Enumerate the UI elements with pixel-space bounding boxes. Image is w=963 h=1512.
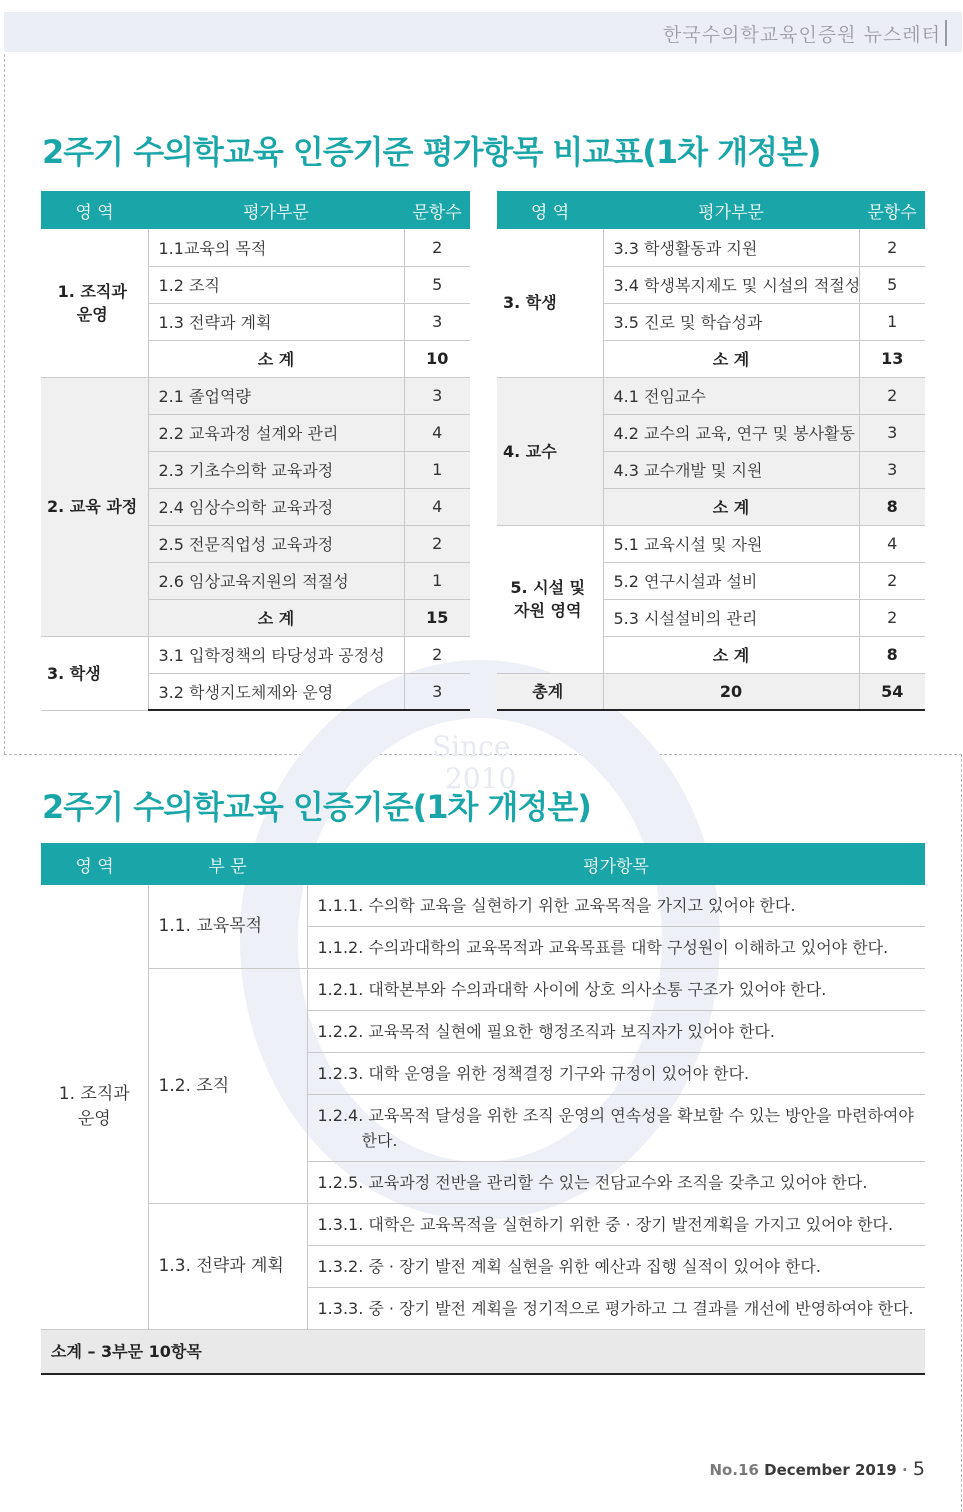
count-cell: 2 <box>404 636 470 673</box>
watermark-since: Since <box>432 730 511 763</box>
count-cell: 2 <box>859 599 925 636</box>
item-cell: 5.3 시설설비의 관리 <box>603 599 859 636</box>
item-text: 수의과대학의 교육목적과 교육목표를 대학 구성원이 이해하고 있어야 한다. <box>368 938 889 957</box>
item-cell: 2.2 교육과정 설계와 관리 <box>148 414 404 451</box>
item-cell: 3.3 학생활동과 지원 <box>603 229 859 266</box>
item-cell <box>307 1011 925 1053</box>
count-cell: 3 <box>404 673 470 710</box>
item-cell: 2.6 임상교육지원의 적절성 <box>148 562 404 599</box>
item-cell: 2.5 전문직업성 교육과정 <box>148 525 404 562</box>
item-cell: 3.4 학생복지제도 및 시설의 적절성 <box>603 266 859 303</box>
table-row <box>41 377 470 414</box>
item-text: 교육과정 전반을 관리할 수 있는 전담교수와 조직을 갖추고 있어야 한다. <box>368 1173 868 1192</box>
count-cell: 2 <box>859 229 925 266</box>
count-cell: 4 <box>404 414 470 451</box>
item-text: 교육목적 달성을 위한 조직 운영의 연속성을 확보할 수 있는 방안을 마련하여야 한다. <box>361 1106 914 1150</box>
issue-number: No.16 <box>709 1461 759 1479</box>
col-header-count: 문항수 <box>859 191 925 229</box>
total-label: 총계 <box>497 673 603 710</box>
col-header-part: 평가부문 <box>148 191 404 229</box>
subtotal-label: 소 계 <box>148 340 404 377</box>
item-cell: 4.2 교수의 교육, 연구 및 봉사활동 <box>603 414 859 451</box>
item-text: 중 · 장기 발전 계획 실현을 위한 예산과 집행 실적이 있어야 한다. <box>368 1257 821 1276</box>
table-header-row <box>41 191 470 229</box>
summary-row <box>41 1330 925 1374</box>
watermark-year: 2010 <box>445 762 517 795</box>
item-cell <box>307 1053 925 1095</box>
subtotal-value: 8 <box>859 488 925 525</box>
table-row <box>41 636 470 673</box>
area-cell: 4. 교수 <box>497 377 603 525</box>
subtotal-label: 소 계 <box>603 488 859 525</box>
item-code: 1.2.2. <box>317 1022 364 1041</box>
section1-title: 2주기 수의학교육 인증기준 평가항목 비교표(1차 개정본) <box>42 133 821 171</box>
item-code: 1.1.1. <box>317 896 364 915</box>
table-row <box>41 1204 925 1246</box>
table-row <box>41 969 925 1011</box>
header-divider <box>945 20 947 46</box>
count-cell: 1 <box>859 303 925 340</box>
subtotal-label: 소 계 <box>148 599 404 636</box>
area-cell: 3. 학생 <box>41 636 148 710</box>
item-code: 1.3.1. <box>317 1215 364 1234</box>
item-cell <box>307 1095 925 1162</box>
item-cell: 1.3 전략과 계획 <box>148 303 404 340</box>
count-cell: 3 <box>859 451 925 488</box>
area-cell: 1. 조직과 운영 <box>41 229 148 377</box>
item-cell: 1.1교육의 목적 <box>148 229 404 266</box>
table-header-row <box>41 843 925 885</box>
footer-separator: · <box>901 1461 908 1479</box>
item-cell: 2.1 졸업역량 <box>148 377 404 414</box>
item-cell: 5.1 교육시설 및 자원 <box>603 525 859 562</box>
area-cell: 3. 학생 <box>497 229 603 377</box>
item-text: 수의학 교육을 실현하기 위한 교육목적을 가지고 있어야 한다. <box>368 896 796 915</box>
part-cell: 1.3. 전략과 계획 <box>148 1204 307 1330</box>
item-text: 대학은 교육목적을 실현하기 위한 중 · 장기 발전계획을 가지고 있어야 한다. <box>368 1215 894 1234</box>
item-code: 1.2.1. <box>317 980 364 999</box>
table-row <box>497 229 925 266</box>
col-header-area: 영 역 <box>41 191 148 229</box>
col-header-area: 영 역 <box>497 191 603 229</box>
summary-cell: 소계 – 3부문 10항목 <box>41 1330 925 1374</box>
item-cell: 4.1 전임교수 <box>603 377 859 414</box>
area-cell: 2. 교육 과정 <box>41 377 148 636</box>
item-cell: 2.4 임상수의학 교육과정 <box>148 488 404 525</box>
subtotal-value: 10 <box>404 340 470 377</box>
publication-name: 한국수의학교육인증원 뉴스레터 <box>663 24 941 46</box>
comparison-table-left <box>41 191 470 711</box>
subtotal-value: 8 <box>859 636 925 673</box>
item-cell <box>307 885 925 927</box>
table-row <box>41 885 925 927</box>
item-code: 1.2.5. <box>317 1173 364 1192</box>
area-cell: 5. 시설 및 자원 영역 <box>497 525 603 673</box>
col-header-part: 평가부문 <box>603 191 859 229</box>
count-cell: 2 <box>859 377 925 414</box>
comparison-table-right <box>497 191 925 711</box>
count-cell: 2 <box>404 229 470 266</box>
item-text: 대학 운영을 위한 정책결정 기구와 규정이 있어야 한다. <box>368 1064 750 1083</box>
count-cell: 2 <box>859 562 925 599</box>
count-cell: 3 <box>859 414 925 451</box>
count-cell: 4 <box>404 488 470 525</box>
table-row <box>497 377 925 414</box>
dashed-guide-right <box>961 754 962 1512</box>
count-cell: 3 <box>404 303 470 340</box>
count-cell: 1 <box>404 451 470 488</box>
col-header-area: 영 역 <box>41 843 148 885</box>
table-row <box>497 525 925 562</box>
area-cell: 1. 조직과 운영 <box>41 885 148 1330</box>
table-header-row <box>497 191 925 229</box>
item-cell <box>307 1204 925 1246</box>
item-cell: 2.3 기초수의학 교육과정 <box>148 451 404 488</box>
col-header-part: 부 문 <box>148 843 307 885</box>
item-cell: 3.2 학생지도체제와 운영 <box>148 673 404 710</box>
total-items: 54 <box>859 673 925 710</box>
item-cell <box>307 969 925 1011</box>
item-text: 교육목적 실현에 필요한 행정조직과 보직자가 있어야 한다. <box>368 1022 775 1041</box>
total-parts: 20 <box>603 673 859 710</box>
item-text: 대학본부와 수의과대학 사이에 상호 의사소통 구조가 있어야 한다. <box>368 980 827 999</box>
subtotal-value: 15 <box>404 599 470 636</box>
item-cell <box>307 1246 925 1288</box>
item-cell <box>307 1288 925 1330</box>
issue-date: December 2019 <box>764 1461 897 1479</box>
part-cell: 1.1. 교육목적 <box>148 885 307 969</box>
item-code: 1.2.3. <box>317 1064 364 1083</box>
count-cell: 1 <box>404 562 470 599</box>
item-cell <box>307 1162 925 1204</box>
item-cell <box>307 927 925 969</box>
item-code: 1.3.3. <box>317 1299 364 1318</box>
subtotal-label: 소 계 <box>603 636 859 673</box>
page-number: 5 <box>912 1458 925 1480</box>
item-cell: 3.1 입학정책의 타당성과 공정성 <box>148 636 404 673</box>
count-cell: 5 <box>859 266 925 303</box>
count-cell: 3 <box>404 377 470 414</box>
table-row <box>41 229 470 266</box>
section2-title: 2주기 수의학교육 인증기준(1차 개정본) <box>42 788 591 826</box>
item-text: 중 · 장기 발전 계획을 정기적으로 평가하고 그 결과를 개선에 반영하여야 한다. <box>368 1299 914 1318</box>
part-cell: 1.2. 조직 <box>148 969 307 1204</box>
dashed-guide-left <box>4 54 5 754</box>
item-code: 1.3.2. <box>317 1257 364 1276</box>
count-cell: 2 <box>404 525 470 562</box>
count-cell: 4 <box>859 525 925 562</box>
item-code: 1.1.2. <box>317 938 364 957</box>
item-cell: 1.2 조직 <box>148 266 404 303</box>
page-footer <box>709 1458 925 1480</box>
col-header-count: 문항수 <box>404 191 470 229</box>
standards-table <box>41 843 925 1375</box>
subtotal-label: 소 계 <box>603 340 859 377</box>
item-cell: 5.2 연구시설과 설비 <box>603 562 859 599</box>
item-cell: 3.5 진로 및 학습성과 <box>603 303 859 340</box>
item-code: 1.2.4. <box>317 1106 364 1125</box>
item-cell: 4.3 교수개발 및 지원 <box>603 451 859 488</box>
count-cell: 5 <box>404 266 470 303</box>
subtotal-value: 13 <box>859 340 925 377</box>
total-row <box>497 673 925 710</box>
col-header-items: 평가항목 <box>307 843 925 885</box>
